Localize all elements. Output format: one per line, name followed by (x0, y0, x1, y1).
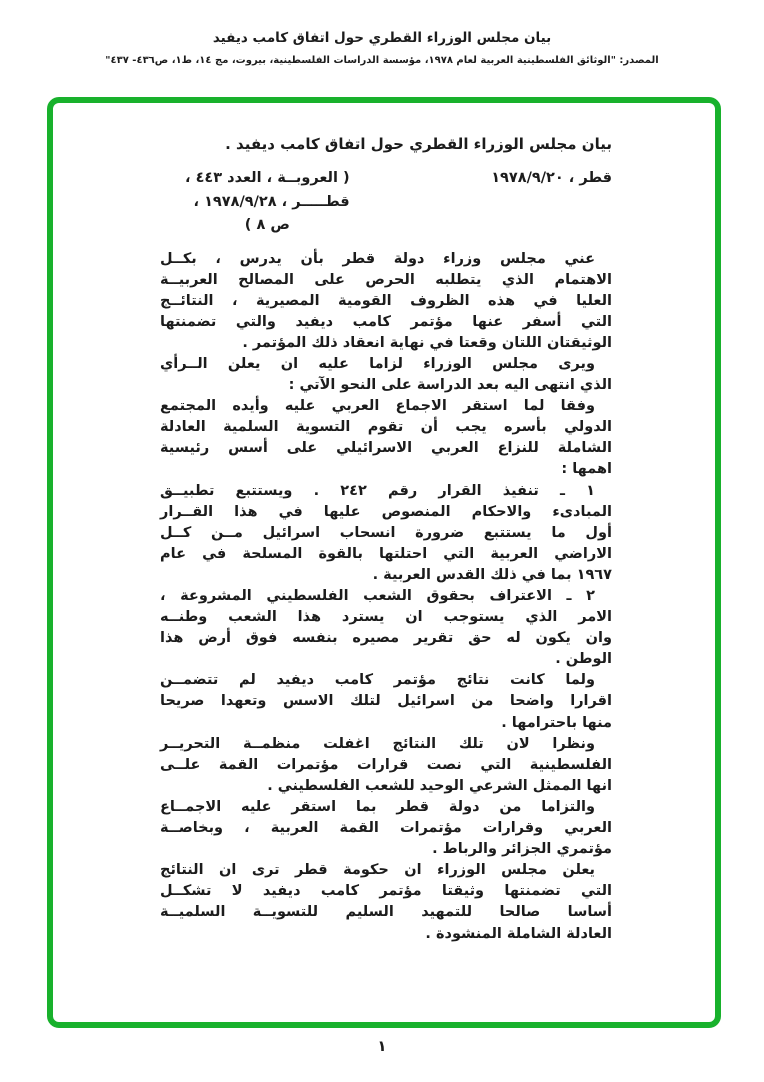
scanned-document (53, 103, 715, 945)
body-line: الوطن . (555, 651, 612, 668)
document-paragraph (160, 860, 612, 944)
body-line: ويرى مجلس الوزراء لزاما عليه ان يعلن الــرأي (160, 355, 595, 372)
body-line: العربي وقرارات مؤتمرات القمة العربية ، وبخاصــة (160, 820, 612, 837)
body-line: يعلن مجلس الوزراء ان حكومة قطر ترى ان النتائج (160, 862, 595, 879)
document-paragraph (160, 586, 612, 670)
document-paragraph (160, 670, 612, 733)
body-line: الامر الذي يستوجب ان يسترد هذا الشعب وطنــه (160, 609, 612, 626)
citation-block (160, 167, 612, 238)
page-title: بيان مجلس الوزراء القطري حول اتفاق كامب ديفيد (212, 30, 552, 46)
document-paragraph (160, 249, 612, 354)
citation-place-date: قطر ، ١٩٧٨/٩/٢٠ (491, 170, 612, 186)
document-paragraph (160, 396, 612, 480)
body-line: ١٩٦٧ بما في ذلك القدس العربية . (372, 566, 612, 583)
body-line: أول ما يستتبع ضرورة انسحاب اسرائيل مــن كــل (160, 524, 612, 541)
body-line: الذي انتهى اليه بعد الدراسة على النحو الآتي : (288, 377, 612, 394)
document-paragraph (160, 481, 612, 586)
citation-reference (185, 167, 350, 238)
document-title: بيان مجلس الوزراء القطري حول اتفاق كامب ديفيد . (225, 135, 612, 153)
body-line: الاراضي العربية التي احتلتها بالقوة المسلحة في عام (160, 545, 612, 562)
body-line: التي تضمنتها وثيقتا مؤتمر كامب ديفيد لا تشكــل (160, 883, 612, 900)
body-line: ونظرا لان تلك النتائج اغفلت منظمــة التحريــر (160, 735, 595, 752)
document-scan-frame (47, 97, 721, 1028)
body-line: انها الممثل الشرعي الوحيد للشعب الفلسطيني . (267, 777, 612, 794)
body-line: مؤتمري الجزائر والرباط . (432, 841, 612, 858)
body-line: منها باحترامها . (501, 714, 612, 731)
body-line: المبادىء والاحكام المنصوص عليها في هذا القــرار (160, 503, 612, 520)
body-line: عني مجلس وزراء دولة قطر بأن يدرس ، بكــل (160, 250, 595, 267)
body-line: اهمها : (561, 461, 612, 478)
body-line: ٢ ـ الاعتراف بحقوق الشعب الفلسطيني المشروعة ، (160, 588, 595, 604)
page-number: ١ (377, 1037, 387, 1055)
body-line: التي أسفر عنها مؤتمر كامب ديفيد والتي تضمنتها (160, 313, 612, 330)
document-paragraph (160, 797, 612, 860)
document-paragraph (160, 734, 612, 797)
citation-ref-line-3: ص ٨ ) (244, 217, 290, 233)
body-line: الوثيقتان اللتان وقعتا في نهاية انعقاد ذلك المؤتمر . (242, 334, 612, 351)
body-line: العليا في هذه الظروف القومية المصيرية ، النتائــج (160, 292, 612, 309)
body-line: وفقا لما استقر الاجماع العربي عليه وأيده المجتمع (160, 398, 595, 415)
body-line: وان يكون له حق تقرير مصيره بنفسه فوق أرض هذا (160, 630, 612, 647)
body-line: الدولي بأسره يجب أن تقوم التسوية السلمية العادلة (160, 419, 612, 436)
body-line: الاهتمام الذي يتطلبه الحرص على المصالح العربيــة (160, 271, 612, 288)
source-line: المصدر: "الوثائق الفلسطينية العربية لعام ١٩٧٨، مؤسسة الدراسات الفلسطينية، بيروت، مج ١٤، ط١، ص٤٣٦- ٤٣٧" (105, 55, 659, 66)
body-line: الشاملة للنزاع العربي الاسرائيلي على أسس رئيسية (160, 440, 612, 457)
body-line: اقرارا واضحا من اسرائيل لتلك الاسس وتعهدا صريحا (160, 693, 612, 710)
body-line: العادلة الشاملة المنشودة . (425, 925, 612, 942)
body-line: أساسا صالحا للتمهيد السليم للتسويــة السلميــة (160, 904, 612, 921)
document-paragraph (160, 354, 612, 396)
body-line: الفلسطينية التي نصت قرارات مؤتمرات القمة علــى (160, 756, 612, 773)
body-line: والتزاما من دولة قطر بما استقر عليه الاجمــاع (160, 798, 595, 815)
document-body (160, 249, 612, 945)
body-line: ولما كانت نتائج مؤتمر كامب ديفيد لم تتضمــن (160, 672, 595, 689)
body-line: ١ ـ تنفيذ القرار رقم ٢٤٢ . ويستتبع تطبيــق (160, 482, 595, 499)
citation-ref-line-1: ( العروبــة ، العدد ٤٤٣ ، (185, 170, 350, 186)
citation-ref-line-2: قطـــــر ، ١٩٧٨/٩/٢٨ ، (193, 193, 350, 210)
